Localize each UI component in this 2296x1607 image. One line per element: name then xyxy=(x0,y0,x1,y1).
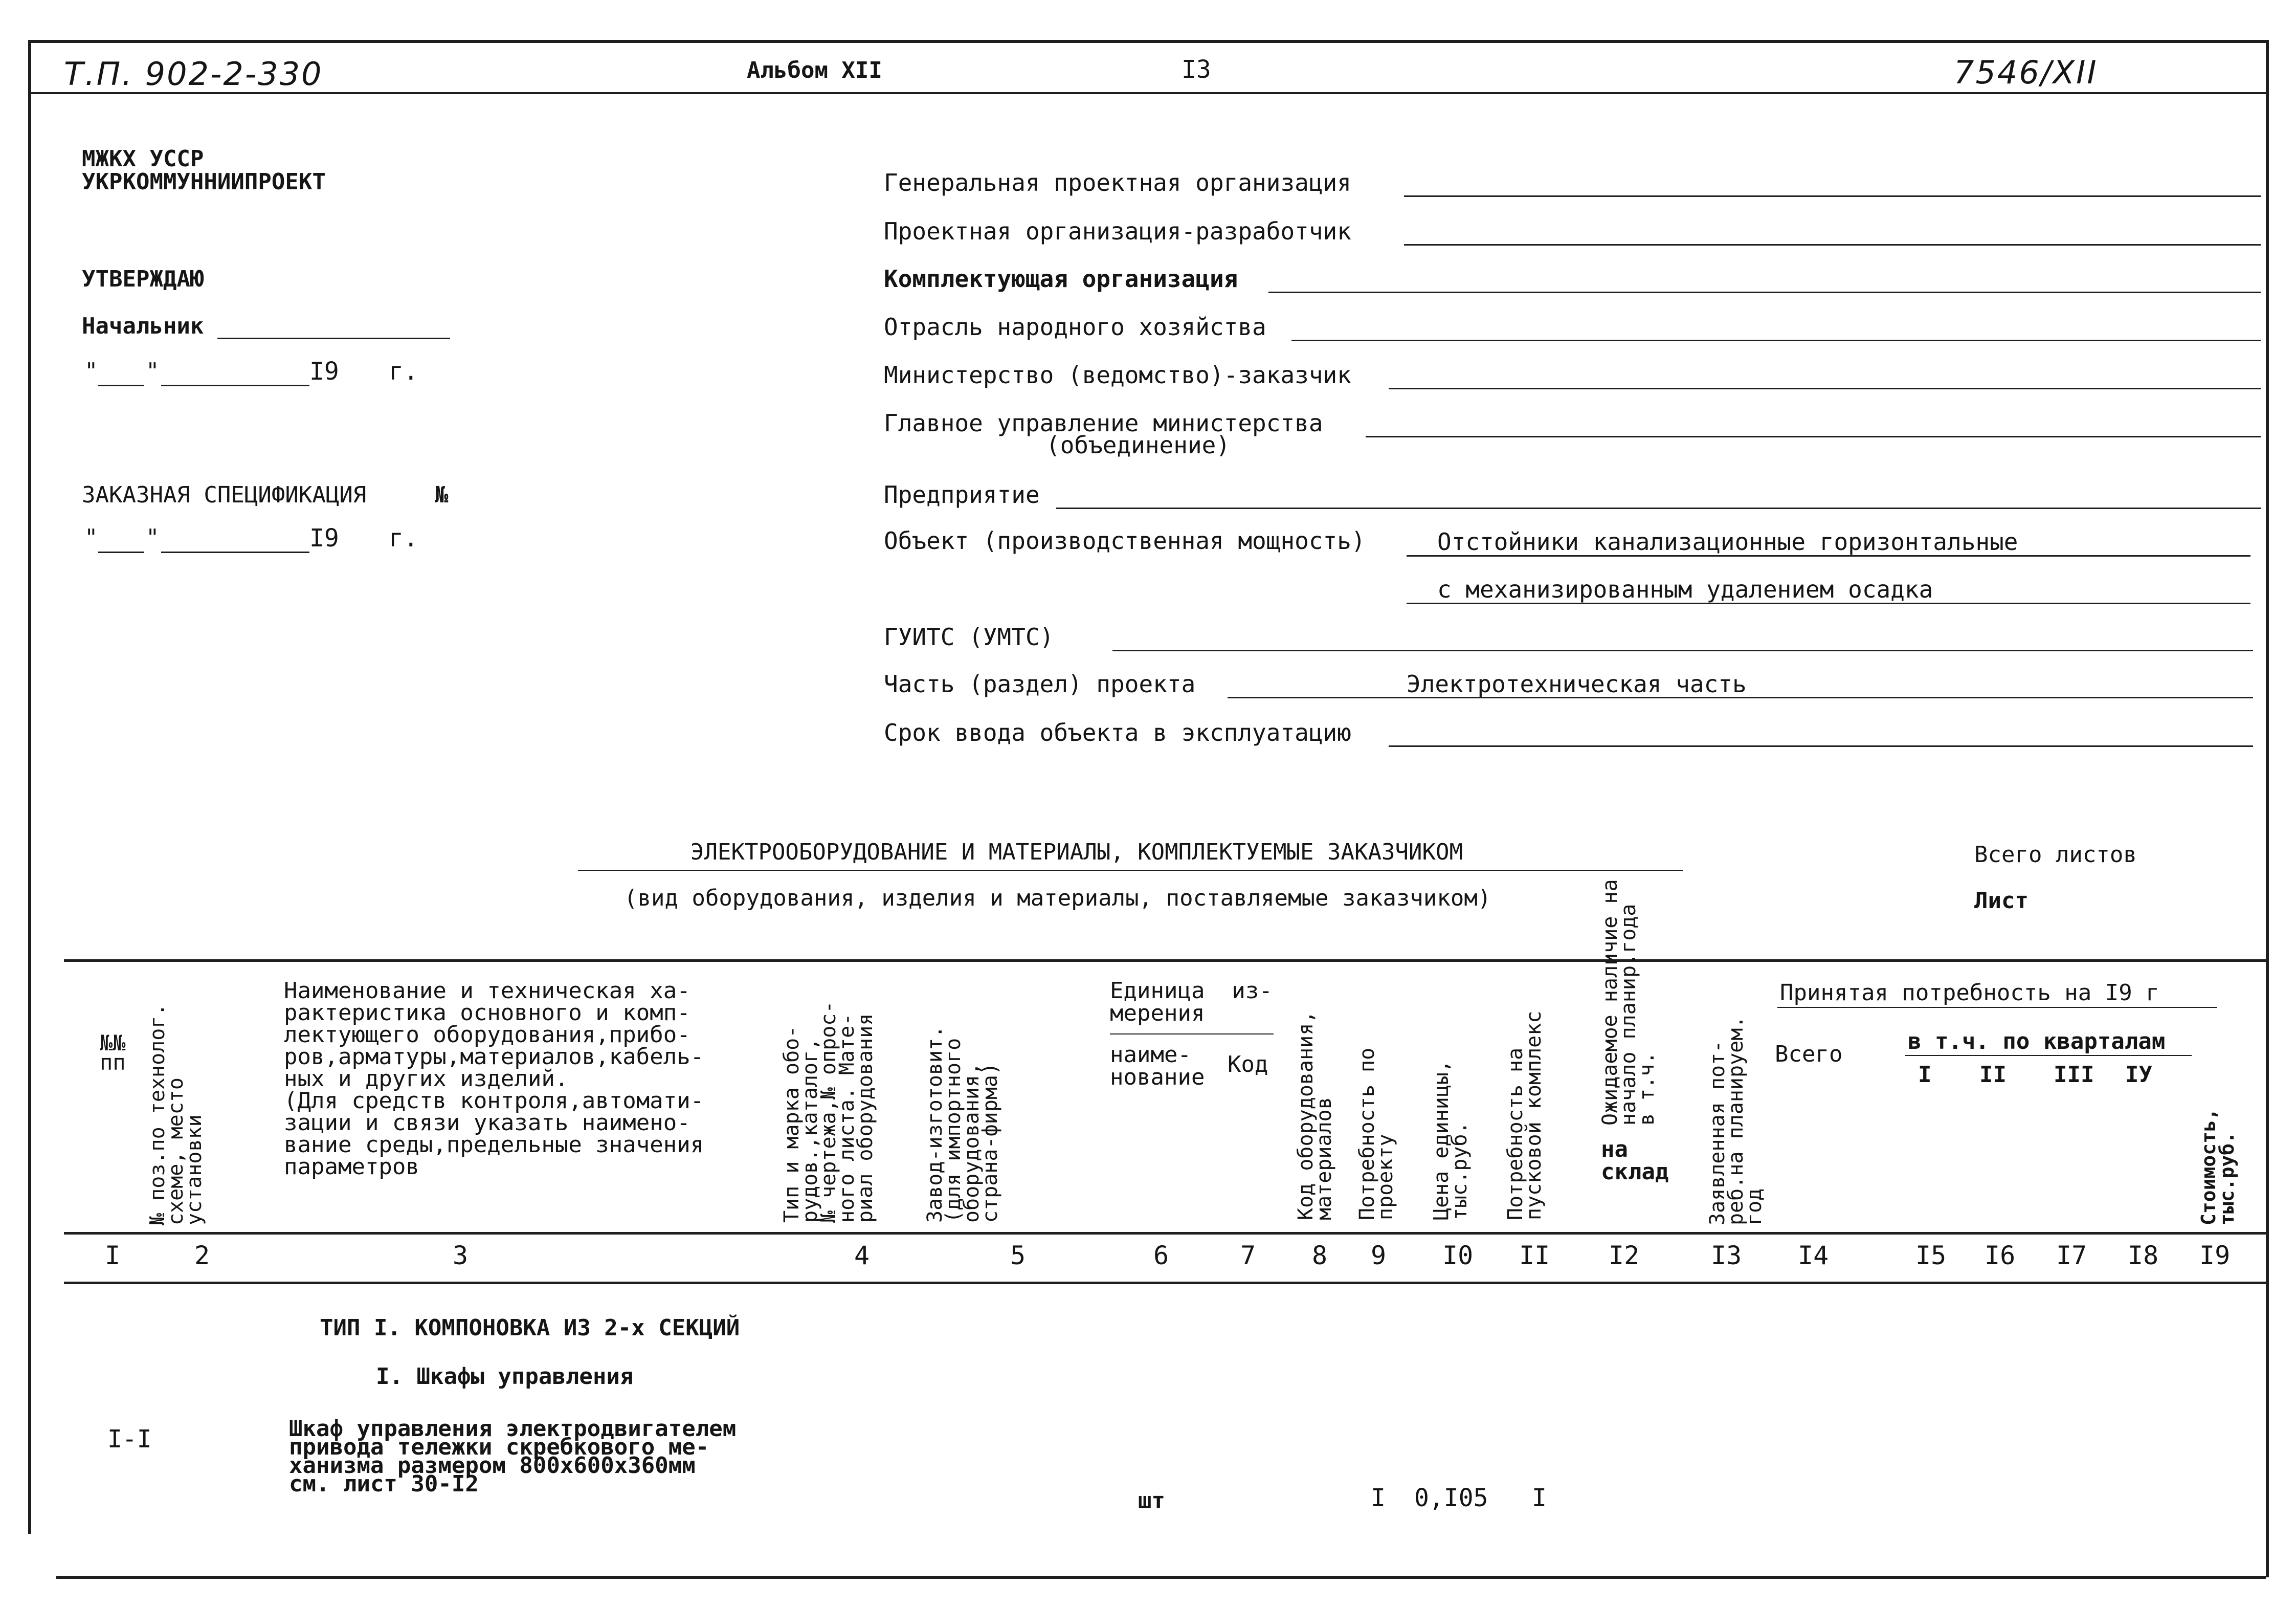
row-price: 0,I05 xyxy=(1414,1484,1488,1512)
header-divider xyxy=(28,92,2268,94)
main-dept-line xyxy=(1366,436,2261,437)
section-heading: I. Шкафы управления xyxy=(376,1363,634,1390)
supply-org-line xyxy=(1268,292,2261,293)
branch-line xyxy=(1291,340,2261,341)
spec-number-sign: № xyxy=(435,482,449,508)
col-number-13: I3 xyxy=(1711,1241,1742,1270)
row-launch: I xyxy=(1532,1484,1547,1512)
col-5-header: Завод-изготовит. (для импортного оборудования, страна-фирма) xyxy=(923,1025,1002,1223)
dev-org-label: Проектная организация-разработчик xyxy=(884,217,1351,245)
date-quote-close-2: " xyxy=(146,524,160,551)
chief-signature-line xyxy=(217,338,450,339)
col-3-header: Наименование и техническая ха- рактеристика основного и комп- лектующего оборудования,прибо- ров,арматуры,материалов,кабель- ных и других изделий. (Для средств контроля,автомати- зации и связи указать наимено- вание среды,предельные значения параметров xyxy=(284,978,704,1180)
col-number-6: 6 xyxy=(1153,1241,1169,1270)
inventory-number: 7546/XII xyxy=(1954,54,2098,91)
ministry-customer-label: Министерство (ведомство)-заказчик xyxy=(884,361,1351,389)
deadline-label: Срок ввода объекта в эксплуатацию xyxy=(884,719,1351,746)
col-number-4: 4 xyxy=(854,1241,870,1270)
date-quote-close-1: " xyxy=(146,358,160,384)
part-line xyxy=(1228,697,2253,698)
approve-label: УТВЕРЖДАЮ xyxy=(82,266,204,292)
object-value-1: Отстойники канализационные горизонтальные xyxy=(1437,528,2018,556)
supply-org-label: Комплектующая организация xyxy=(884,265,1238,293)
col-number-8: 8 xyxy=(1312,1241,1328,1270)
general-org-line xyxy=(1404,195,2261,197)
date-day-line-2 xyxy=(98,552,144,553)
col-number-17: I7 xyxy=(2056,1241,2087,1270)
col-number-14: I4 xyxy=(1798,1241,1829,1270)
deadline-line xyxy=(1389,745,2253,747)
guits-line xyxy=(1112,650,2253,651)
col-number-11: II xyxy=(1519,1241,1550,1270)
type-heading: ТИП I. КОМПОНОВКА ИЗ 2-х СЕКЦИЙ xyxy=(320,1315,740,1341)
quarter-1-header: I xyxy=(1918,1062,1932,1088)
main-dept-sub-label: (объединение) xyxy=(1046,431,1231,459)
dev-org-line xyxy=(1404,244,2261,246)
branch-label: Отрасль народного хозяйства xyxy=(884,313,1266,341)
object-value-2: с механизированным удалением осадка xyxy=(1437,576,1933,603)
col-number-18: I8 xyxy=(2128,1241,2159,1270)
date-quote-open-1: " xyxy=(84,358,98,384)
date-year-1: I9 xyxy=(309,357,339,386)
enterprise-line xyxy=(1056,508,2261,509)
tp-number: Т.П. 902-2-330 xyxy=(64,55,323,93)
spec-title-line xyxy=(578,870,1683,871)
col-number-9: 9 xyxy=(1371,1241,1387,1270)
col-number-1: I xyxy=(105,1241,121,1270)
frame-left-line xyxy=(28,40,31,1534)
sheet-label: Лист xyxy=(1974,888,2028,914)
frame-bottom-line xyxy=(56,1576,2266,1579)
col-11-header: Потребность на пусковой комплекс xyxy=(1504,1010,1546,1220)
total-sheets-label: Всего листов xyxy=(1974,842,2137,868)
col-number-10: I0 xyxy=(1442,1241,1474,1270)
date-month-line-1 xyxy=(161,385,309,386)
date-day-line-1 xyxy=(98,385,144,386)
table-top-line xyxy=(64,959,2266,962)
spec-title: ЭЛЕКТРООБОРУДОВАНИЕ И МАТЕРИАЛЫ, КОМПЛЕКТУЕМЫЕ ЗАКАЗЧИКОМ xyxy=(690,839,1463,865)
frame-top-line xyxy=(28,40,2268,43)
row-position: I-I xyxy=(107,1425,152,1454)
spec-subtitle: (вид оборудования, изделия и материалы, поставляемые заказчиком) xyxy=(624,885,1491,911)
row-description: Шкаф управления электродвигателем привода тележки скребкового ме- ханизма размером 800х600х360мм см. лист 30-I2 xyxy=(289,1416,737,1497)
accepted-line xyxy=(1777,1007,2217,1008)
col-number-5: 5 xyxy=(1010,1241,1026,1270)
header-bottom-line xyxy=(64,1282,2266,1284)
date-year-2: I9 xyxy=(309,524,339,553)
col-8-header: Код оборудования, материалов xyxy=(1294,1010,1336,1220)
accepted-header: Принятая потребность на I9 г xyxy=(1780,980,2159,1006)
institute-name: УКРКОММУННИИПРОЕКТ xyxy=(82,169,326,195)
guits-label: ГУИТС (УМТС) xyxy=(884,623,1054,651)
header-numbers-top-line xyxy=(64,1232,2266,1235)
col-10-header: Цена единицы, тыс.руб. xyxy=(1430,1060,1472,1220)
date-suffix-1: г. xyxy=(389,357,418,386)
unit-group-line xyxy=(1110,1033,1274,1034)
general-org-label: Генеральная проектная организация xyxy=(884,169,1351,196)
col-1-header: №№ пп xyxy=(100,1030,126,1075)
frame-right-line xyxy=(2266,40,2269,1577)
col-4-header: Тип и марка обо- рудов.,каталог, № чертежа,№ опрос- ного листа. Мате- риал оборудования xyxy=(780,1001,877,1223)
part-value: Электротехническая часть xyxy=(1407,670,1747,698)
quarter-4-header: IУ xyxy=(2125,1062,2152,1088)
col-2-header: № поз.по технолог. схеме, место установки xyxy=(146,1003,206,1225)
col-12-vertical-header: Ожидаемое наличие на начало планир.года в т.ч. xyxy=(1598,879,1659,1126)
object-label: Объект (производственная мощность) xyxy=(884,527,1366,555)
col-number-12: I2 xyxy=(1609,1241,1640,1270)
total-header: Всего xyxy=(1775,1041,1843,1067)
col-13-header: Заявленная пот- реб.на планируем. год xyxy=(1706,1016,1766,1225)
quarter-3-header: III xyxy=(2054,1062,2094,1088)
col-number-16: I6 xyxy=(1985,1241,2016,1270)
album-label: Альбом XII xyxy=(747,57,882,83)
by-quarter-line xyxy=(1905,1055,2192,1056)
col-9-header: Потребность по проекту xyxy=(1355,1047,1397,1220)
row-unit: шт xyxy=(1138,1488,1165,1514)
col-number-2: 2 xyxy=(194,1241,210,1270)
main-dept-label: Главное управление министерства xyxy=(884,409,1323,437)
unit-group-header: Единица из- мерения xyxy=(1110,978,1273,1026)
chief-label: Начальник xyxy=(82,313,204,339)
date-month-line-2 xyxy=(161,552,309,553)
date-quote-open-2: " xyxy=(84,524,98,551)
object-line-1 xyxy=(1407,555,2250,557)
spec-label: ЗАКАЗНАЯ СПЕЦИФИКАЦИЯ xyxy=(82,482,367,508)
by-quarter-header: в т.ч. по кварталам xyxy=(1908,1028,2166,1054)
ministry-name: МЖКХ УССР xyxy=(82,146,204,172)
col-number-7: 7 xyxy=(1240,1241,1256,1270)
page-number: I3 xyxy=(1182,55,1211,84)
col-number-15: I5 xyxy=(1915,1241,1947,1270)
cost-header: Стоимость, тыс.руб. xyxy=(2197,1108,2238,1225)
col-12-horizontal-header: на склад xyxy=(1601,1136,1669,1185)
quarter-2-header: II xyxy=(1979,1062,2007,1088)
ministry-customer-line xyxy=(1389,388,2261,389)
col-number-3: 3 xyxy=(453,1241,469,1270)
unit-code-header: Код xyxy=(1228,1051,1268,1077)
col-number-19: I9 xyxy=(2199,1241,2231,1270)
enterprise-label: Предприятие xyxy=(884,481,1040,509)
part-label: Часть (раздел) проекта xyxy=(884,670,1196,698)
object-line-2 xyxy=(1407,603,2250,604)
unit-name-header: наиме- нование xyxy=(1110,1042,1205,1090)
row-need: I xyxy=(1371,1484,1386,1512)
date-suffix-2: г. xyxy=(389,524,418,553)
